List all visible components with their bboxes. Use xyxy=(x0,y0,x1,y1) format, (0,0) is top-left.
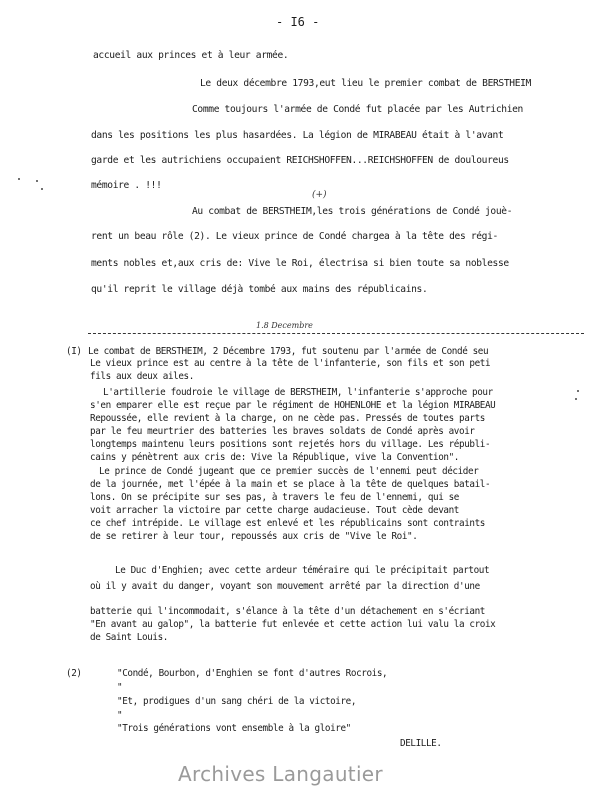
footnote-line: où il y avait du danger, voyant son mouvement arrêté par la direction d'une xyxy=(90,581,480,592)
body-line: rent un beau rôle (2). Le vieux prince de Condé chargea à la tête des régi- xyxy=(91,231,498,242)
scan-speck xyxy=(41,188,43,190)
footnote-line: Le Duc d'Enghien; avec cette ardeur téméraire qui le précipitait partout xyxy=(115,565,490,576)
footnote-line: L'artillerie foudroie le village de BERSTHEIM, l'infanterie s'approche pour xyxy=(103,387,493,398)
footnote-line: Le vieux prince est au centre à la tête de l'infanterie, son fils et son peti xyxy=(90,358,491,369)
footnote-line: de Saint Louis. xyxy=(90,632,168,643)
body-line: Au combat de BERSTHEIM,les trois générations de Condé jouè- xyxy=(192,206,513,217)
body-line: ments nobles et,aux cris de: Vive le Roi, électrisa si bien toute sa noblesse xyxy=(91,258,509,269)
marginal-note: 1.8 Decembre xyxy=(256,321,313,330)
watermark: Archives Langautier xyxy=(178,762,383,786)
footnote-line: Le prince de Condé jugeant que ce premier succès de l'ennemi peut décider xyxy=(99,466,479,477)
attribution: DELILLE. xyxy=(400,738,442,749)
footnote-line: de la journée, met l'épée à la main et se place à la tête de quelques batail- xyxy=(90,479,491,490)
body-line: mémoire . !!! xyxy=(91,180,162,191)
verse-line: "Trois générations vont ensemble à la gloire" xyxy=(117,723,351,734)
verse-line: " xyxy=(117,682,123,693)
verse-line: "Et, prodigues d'un sang chéri de la victoire, xyxy=(117,696,357,707)
footnote-line: "En avant au galop", la batterie fut enlevée et cette action lui valu la croix xyxy=(90,619,496,630)
scan-speck xyxy=(575,398,577,400)
footnote-line: lons. On se précipite sur ses pas, à travers le feu de l'ennemi, qui se xyxy=(90,492,460,503)
body-line: Comme toujours l'armée de Condé fut placée par les Autrichien xyxy=(192,104,523,115)
verse-line: " xyxy=(117,710,123,721)
footnote-marker: (I) xyxy=(66,346,82,357)
body-line: qu'il reprit le village déjà tombé aux mains des républicains. xyxy=(91,284,428,295)
footnote-line: par le feu meurtrier des batteries les braves soldats de Condé après avoir xyxy=(90,426,475,437)
footnote-line: batterie qui l'incommodait, s'élance à la tête d'un détachement en s'écriant xyxy=(90,606,485,617)
scan-speck xyxy=(577,390,579,392)
body-line: Le deux décembre 1793,eut lieu le premier combat de BERSTHEIM xyxy=(200,78,531,89)
page-number: - I6 - xyxy=(276,15,320,29)
body-line: dans les positions les plus hasardées. La légion de MIRABEAU était à l'avant xyxy=(91,130,504,141)
scan-speck xyxy=(18,178,20,180)
footnote-line: fils aux deux ailes. xyxy=(90,371,194,382)
footnote-line: cains y pénètrent aux cris de: Vive la République, vive la Convention". xyxy=(90,452,460,463)
marginal-note: (+) xyxy=(312,190,327,200)
footnote-line: Repoussée, elle revient à la charge, on ne cède pas. Pressés de toutes parts xyxy=(90,413,485,424)
scan-speck xyxy=(36,180,38,182)
body-line: garde et les autrichiens occupaient REICHSHOFFEN...REICHSHOFFEN de douloureus xyxy=(91,155,509,166)
footnote-line: de se retirer à leur tour, repoussés aux cris de "Vive le Roi". xyxy=(90,531,418,542)
footnote-line: s'en emparer elle est reçue par le régiment de HOHENLOHE et la légion MIRABEAU xyxy=(90,400,496,411)
verse-line: "Condé, Bourbon, d'Enghien se font d'autres Rocrois, xyxy=(117,668,388,679)
footnote-line: Le combat de BERSTHEIM, 2 Décembre 1793, fut soutenu par l'armée de Condé seu xyxy=(88,346,489,357)
footnote-marker: (2) xyxy=(66,668,82,679)
footnote-line: ce chef intrépide. Le village est enlevé et les républicains sont contraints xyxy=(90,518,485,529)
footnote-separator xyxy=(88,333,584,334)
footnote-line: voit arracher la victoire par cette charge audacieuse. Tout cède devant xyxy=(90,505,460,516)
footnote-line: longtemps maintenu leurs positions sont rejetés hors du village. Les républi- xyxy=(90,439,491,450)
body-line: accueil aux princes et à leur armée. xyxy=(93,50,289,61)
